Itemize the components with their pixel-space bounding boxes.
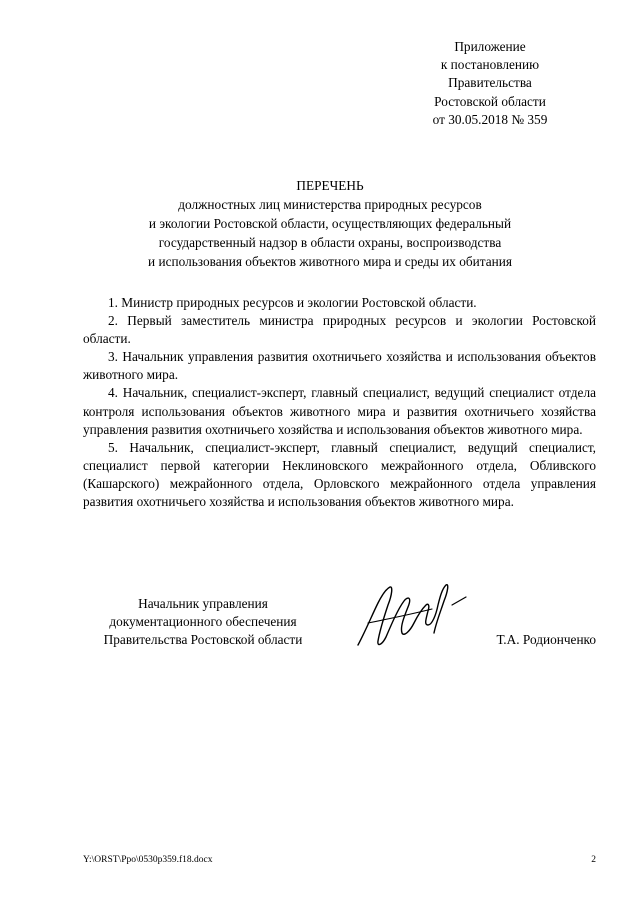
handwritten-signature <box>348 575 478 655</box>
list-item: 5. Начальник, специалист-эксперт, главный специалист, ведущий специалист, специалист первой категории Неклиновского межрайонного отдела, Обливского (Кашарского) межрайонного отдела, Орловского межрайонного отдела управления развития охотничьего хозяйства и использования объектов животного мира. <box>83 439 596 510</box>
appendix-line: к постановлению <box>440 57 540 73</box>
appendix-date-number: от 30.05.2018 № 359 <box>432 111 548 127</box>
document-title <box>60 176 600 271</box>
title-line: и экологии Ростовской области, осуществляющих федеральный <box>148 216 512 231</box>
appendix-line: Правительства <box>448 75 532 91</box>
signature-block <box>83 595 596 665</box>
list-item: 2. Первый заместитель министра природных ресурсов и экологии Ростовской области. <box>83 313 596 347</box>
list-item: 1. Министр природных ресурсов и экологии Ростовской области. <box>108 295 477 310</box>
officials-list <box>83 294 596 511</box>
page-number: 2 <box>591 855 596 865</box>
signatory-position <box>83 595 323 650</box>
appendix-line: Ростовской области <box>434 93 546 109</box>
list-item: 3. Начальник управления развития охотничьего хозяйства и использования объектов животного мира. <box>83 349 596 383</box>
position-line: Начальник управления <box>138 596 268 611</box>
title-line: и использования объектов животного мира и среды их обитания <box>148 254 512 269</box>
signatory-name: Т.А. Родионченко <box>496 632 596 647</box>
appendix-stamp <box>390 38 590 129</box>
list-item: 4. Начальник, специалист-эксперт, главный специалист, ведущий специалист отдела контроля использования объектов животного мира и развития охотничьего хозяйства управления развития охотничьего хозяйства и использования объектов животного мира. <box>83 385 596 437</box>
position-line: документационного обеспечения <box>109 614 297 630</box>
file-path: Y:\ORST\Ppo\0530p359.f18.docx <box>83 855 213 865</box>
title-line: должностных лиц министерства природных ресурсов <box>178 197 482 212</box>
title-heading: ПЕРЕЧЕНЬ <box>296 178 364 193</box>
appendix-line: Приложение <box>454 39 526 54</box>
title-line: государственный надзор в области охраны, воспроизводства <box>158 235 502 250</box>
position-line: Правительства Ростовской области <box>103 632 303 648</box>
